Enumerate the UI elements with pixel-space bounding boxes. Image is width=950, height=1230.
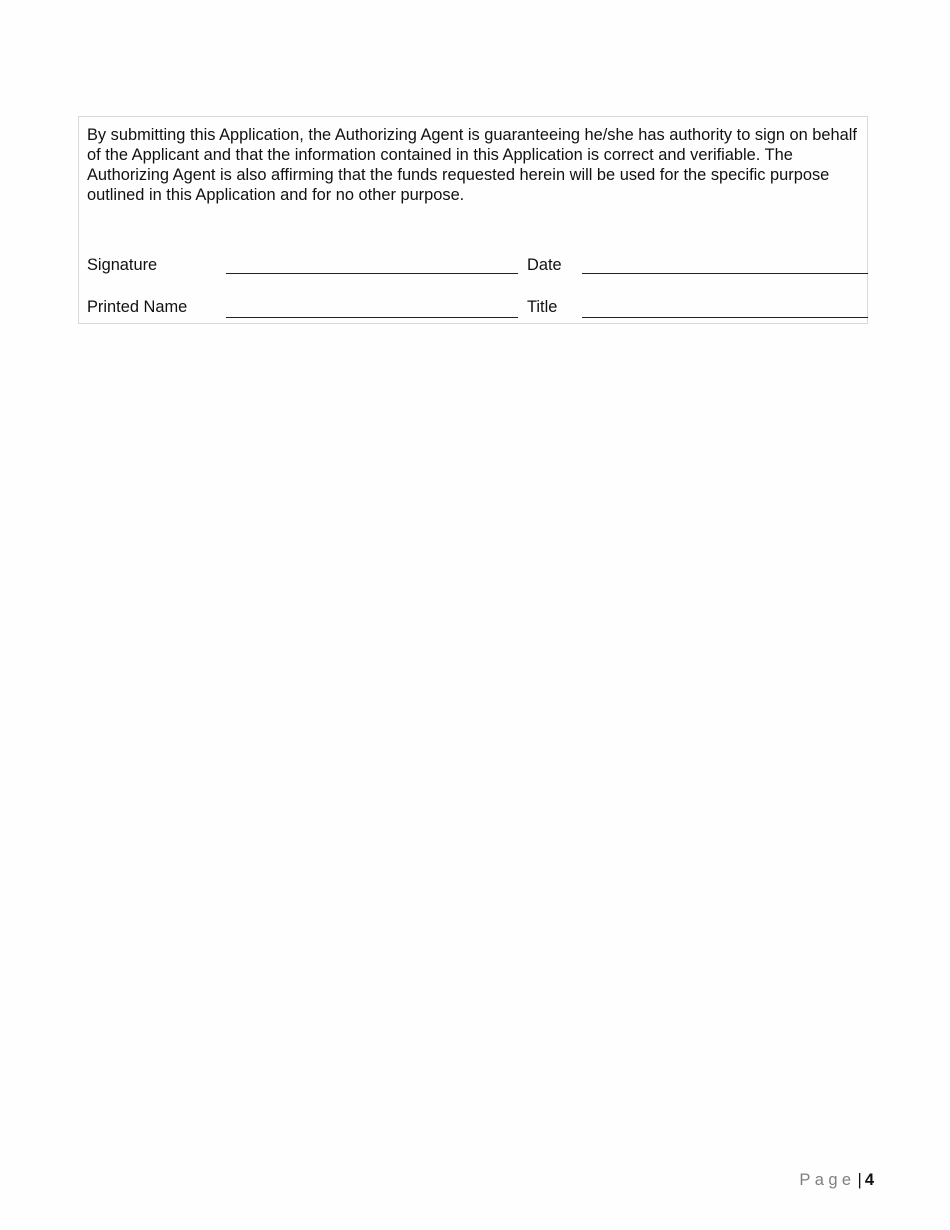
title-label: Title bbox=[527, 298, 558, 316]
page-footer bbox=[799, 1169, 874, 1191]
certification-statement: By submitting this Application, the Authorizing Agent is guaranteeing he/she has authority to sign on behalf of the Applicant and that the information contained in this Application is correct and verifiable. The Authorizing Agent is also affirming that the funds requested herein will be used for the specific purpose outlined in this Application and for no other purpose. bbox=[87, 126, 857, 204]
printed-name-label: Printed Name bbox=[87, 298, 188, 316]
certification-box bbox=[78, 116, 868, 324]
page-separator: | bbox=[857, 1171, 862, 1189]
page-word: Page bbox=[799, 1171, 856, 1189]
date-line[interactable] bbox=[582, 273, 868, 274]
signature-label: Signature bbox=[87, 256, 158, 274]
page-number: 4 bbox=[864, 1171, 874, 1189]
title-line[interactable] bbox=[582, 317, 868, 318]
signature-line[interactable] bbox=[226, 273, 518, 274]
printed-name-line[interactable] bbox=[226, 317, 518, 318]
date-label: Date bbox=[527, 256, 562, 274]
